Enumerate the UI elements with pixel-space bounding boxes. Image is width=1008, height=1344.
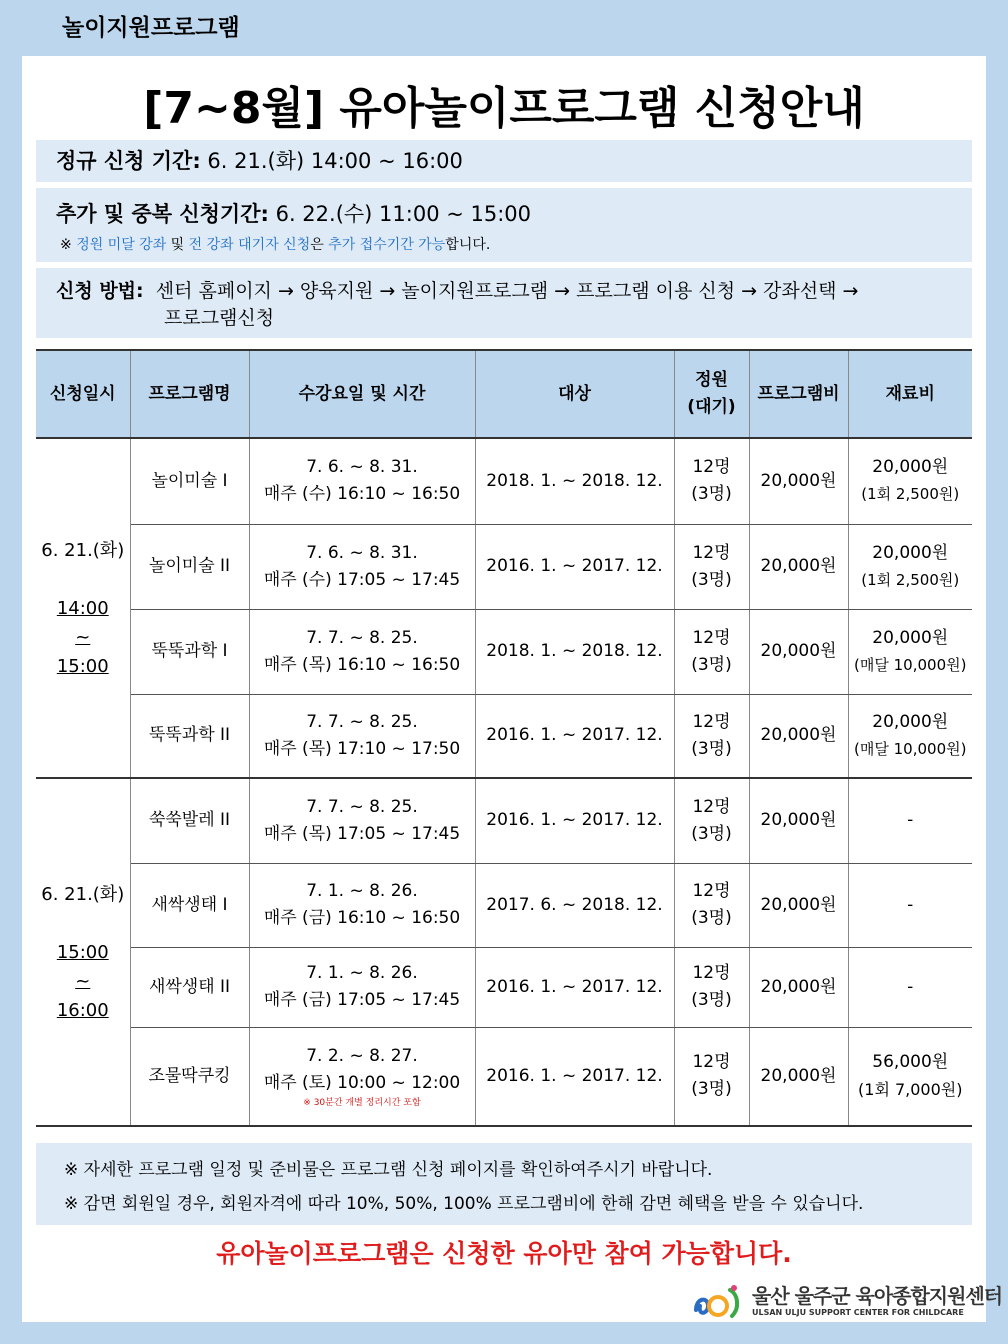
capacity: 12명 xyxy=(692,1052,731,1073)
group-time-end: 15:00 xyxy=(56,655,109,677)
material-detail: (1회 7,000원) xyxy=(858,1079,963,1099)
additional-period-value: 6. 22.(수) 11:00 ~ 15:00 xyxy=(268,202,532,226)
additional-period-box xyxy=(36,188,972,262)
center-name-en: ULSAN ULJU SUPPORT CENTER FOR CHILDCARE xyxy=(752,1308,964,1317)
schedule-cell xyxy=(249,609,475,694)
note-highlight-1: 정원 미달 강좌 xyxy=(76,237,167,253)
fee-cell: 20,000원 xyxy=(749,947,848,1027)
program-name: 조물딱쿠킹 xyxy=(130,1027,249,1126)
method-box xyxy=(36,268,972,338)
schedule-period: 7. 7. ~ 8. 25. xyxy=(306,711,418,732)
table-row xyxy=(36,1027,972,1126)
fee-cell: 20,000원 xyxy=(749,1027,848,1126)
header-material: 재료비 xyxy=(848,350,972,438)
additional-period-note xyxy=(56,234,972,254)
schedule-cell xyxy=(249,1027,475,1126)
material-cell xyxy=(848,1027,972,1126)
capacity-cell xyxy=(674,438,749,524)
waitlist: (3명) xyxy=(691,569,732,590)
waitlist: (3명) xyxy=(691,1079,732,1100)
fee-cell: 20,000원 xyxy=(749,778,848,863)
material-fee: 20,000원 xyxy=(872,711,949,732)
waitlist: (3명) xyxy=(691,484,732,505)
capacity-cell xyxy=(674,947,749,1027)
schedule-period: 7. 2. ~ 8. 27. xyxy=(306,1046,418,1067)
program-name: 놀이미술 I xyxy=(130,438,249,524)
material-fee: 20,000원 xyxy=(872,627,949,648)
group-time-end: 16:00 xyxy=(56,999,109,1021)
header-fee: 프로그램비 xyxy=(749,350,848,438)
group-time-start: 14:00 xyxy=(56,597,109,619)
schedule-time: 매주 (수) 16:10 ~ 16:50 xyxy=(263,484,461,505)
fee-cell: 20,000원 xyxy=(749,524,848,609)
waitlist: (3명) xyxy=(691,908,732,928)
schedule-cell xyxy=(249,947,475,1027)
center-name-ko: 울산 울주군 육아종합지원센터 xyxy=(752,1284,1003,1308)
capacity-cell xyxy=(674,694,749,778)
material-detail: (1회 2,500원) xyxy=(861,485,960,504)
target-cell: 2018. 1. ~ 2018. 12. xyxy=(475,438,674,524)
schedule-table xyxy=(36,349,972,1127)
table-row xyxy=(36,694,972,778)
material-cell: - xyxy=(848,863,972,947)
program-name: 쑥쑥발레 II xyxy=(130,778,249,863)
program-name: 새싹생태 II xyxy=(130,947,249,1027)
schedule-period: 7. 1. ~ 8. 26. xyxy=(306,963,418,983)
capacity-cell xyxy=(674,863,749,947)
capacity: 12명 xyxy=(692,796,731,817)
fee-cell: 20,000원 xyxy=(749,694,848,778)
table-row xyxy=(36,438,972,524)
table-row xyxy=(36,863,972,947)
material-cell xyxy=(848,524,972,609)
capacity: 12명 xyxy=(692,963,731,983)
note-prefix: ※ xyxy=(60,237,77,253)
group-date: 6. 21.(화) xyxy=(41,883,125,905)
schedule-cell xyxy=(249,438,475,524)
group-time-sep: ~ xyxy=(75,970,91,992)
schedule-period: 7. 1. ~ 8. 26. xyxy=(306,881,418,901)
table-row xyxy=(36,524,972,609)
program-name: 뚝뚝과학 I xyxy=(130,609,249,694)
table-row xyxy=(36,609,972,694)
material-fee: 20,000원 xyxy=(872,457,949,478)
page-title: [7~8월] 유아놀이프로그램 신청안내 xyxy=(143,83,865,134)
target-cell: 2016. 1. ~ 2017. 12. xyxy=(475,524,674,609)
regular-period-value: 6. 21.(화) 14:00 ~ 16:00 xyxy=(200,149,463,173)
material-cell: - xyxy=(848,947,972,1027)
target-cell: 2016. 1. ~ 2017. 12. xyxy=(475,1027,674,1126)
note-highlight-2: 전 강좌 대기자 신청 xyxy=(188,237,311,253)
center-logo-icon xyxy=(690,1280,746,1322)
target-cell: 2016. 1. ~ 2017. 12. xyxy=(475,947,674,1027)
fee-cell: 20,000원 xyxy=(749,863,848,947)
schedule-period: 7. 6. ~ 8. 31. xyxy=(306,542,418,563)
date-group-2 xyxy=(36,778,130,1126)
method-line1: 센터 홈페이지 → 양육지원 → 놀이지원프로그램 → 프로그램 이용 신청 → 강좌선택 → xyxy=(155,280,859,302)
header-capacity-line2: (대기) xyxy=(687,397,736,417)
note-suffix: 합니다. xyxy=(445,237,491,253)
material-fee: 20,000원 xyxy=(872,542,949,563)
participation-warning: 유아놀이프로그램은 신청한 유아만 참여 가능합니다. xyxy=(216,1239,792,1268)
target-cell: 2017. 6. ~ 2018. 12. xyxy=(475,863,674,947)
schedule-time: 매주 (목) 16:10 ~ 16:50 xyxy=(263,654,461,675)
group-date: 6. 21.(화) xyxy=(41,539,125,561)
schedule-cell xyxy=(249,694,475,778)
note-text-1: 및 xyxy=(166,237,189,253)
capacity: 12명 xyxy=(692,711,731,732)
method-label: 신청 방법: xyxy=(56,280,144,302)
category-tag: 놀이지원프로그램 xyxy=(38,8,300,48)
material-detail: (매달 10,000원) xyxy=(854,655,967,674)
material-detail: (1회 2,500원) xyxy=(861,570,960,589)
fee-cell: 20,000원 xyxy=(749,609,848,694)
program-name: 놀이미술 II xyxy=(130,524,249,609)
schedule-time-note: ※ 30분간 개별 정리시간 포함 xyxy=(303,1098,421,1109)
fee-cell: 20,000원 xyxy=(749,438,848,524)
regular-period-label: 정규 신청 기간: xyxy=(56,149,201,173)
regular-period-box xyxy=(36,140,972,182)
schedule-time: 매주 (토) 10:00 ~ 12:00 xyxy=(263,1073,461,1094)
group-time-sep: ~ xyxy=(75,626,91,648)
table-row xyxy=(36,947,972,1027)
material-cell: - xyxy=(848,778,972,863)
note-schedule: ※ 자세한 프로그램 일정 및 준비물은 프로그램 신청 페이지를 확인하여주시기 바랍니다. xyxy=(64,1160,713,1180)
capacity: 12명 xyxy=(692,457,731,478)
note-discount: ※ 감면 회원일 경우, 회원자격에 따라 10%, 50%, 100% 프로그램비에 한해 감면 혜택을 받을 수 있습니다. xyxy=(64,1194,864,1214)
header-date: 신청일시 xyxy=(36,350,130,438)
schedule-time: 매주 (금) 17:05 ~ 17:45 xyxy=(263,990,461,1010)
capacity-cell xyxy=(674,1027,749,1126)
capacity-cell xyxy=(674,778,749,863)
waitlist: (3명) xyxy=(691,738,732,759)
table-row xyxy=(36,778,972,863)
material-detail: (매달 10,000원) xyxy=(854,739,967,758)
schedule-period: 7. 6. ~ 8. 31. xyxy=(306,457,418,478)
schedule-cell xyxy=(249,524,475,609)
schedule-cell xyxy=(249,863,475,947)
header-capacity-line1: 정원 xyxy=(695,370,728,390)
group-time-start: 15:00 xyxy=(56,941,109,963)
note-highlight-3: 추가 접수기간 가능 xyxy=(328,237,446,253)
capacity-cell xyxy=(674,524,749,609)
target-cell: 2016. 1. ~ 2017. 12. xyxy=(475,778,674,863)
schedule-time: 매주 (수) 17:05 ~ 17:45 xyxy=(263,569,461,590)
table-header-row xyxy=(36,350,972,438)
material-fee: 56,000원 xyxy=(872,1051,949,1072)
target-cell: 2016. 1. ~ 2017. 12. xyxy=(475,694,674,778)
center-logo xyxy=(690,1280,1003,1322)
header-schedule: 수강요일 및 시간 xyxy=(249,350,475,438)
waitlist: (3명) xyxy=(691,654,732,675)
note-text-2: 은 xyxy=(310,237,329,253)
program-name: 새싹생태 I xyxy=(130,863,249,947)
additional-period-label: 추가 및 중복 신청기간: xyxy=(56,202,269,226)
material-cell xyxy=(848,438,972,524)
capacity: 12명 xyxy=(692,881,731,901)
header-capacity xyxy=(674,350,749,438)
schedule-period: 7. 7. ~ 8. 25. xyxy=(306,627,418,648)
schedule-cell xyxy=(249,778,475,863)
material-cell xyxy=(848,609,972,694)
header-program: 프로그램명 xyxy=(130,350,249,438)
schedule-time: 매주 (목) 17:10 ~ 17:50 xyxy=(263,738,461,759)
target-cell: 2018. 1. ~ 2018. 12. xyxy=(475,609,674,694)
material-cell xyxy=(848,694,972,778)
date-group-1 xyxy=(36,438,130,778)
schedule-time: 매주 (목) 17:05 ~ 17:45 xyxy=(263,823,461,844)
schedule-time: 매주 (금) 16:10 ~ 16:50 xyxy=(263,908,461,928)
capacity-cell xyxy=(674,609,749,694)
method-line2: 프로그램신청 xyxy=(164,307,275,329)
header-target: 대상 xyxy=(475,350,674,438)
program-name: 뚝뚝과학 II xyxy=(130,694,249,778)
capacity: 12명 xyxy=(692,627,731,648)
waitlist: (3명) xyxy=(691,990,732,1010)
waitlist: (3명) xyxy=(691,823,732,844)
capacity: 12명 xyxy=(692,542,731,563)
notes-box xyxy=(36,1143,972,1225)
schedule-period: 7. 7. ~ 8. 25. xyxy=(306,796,418,817)
